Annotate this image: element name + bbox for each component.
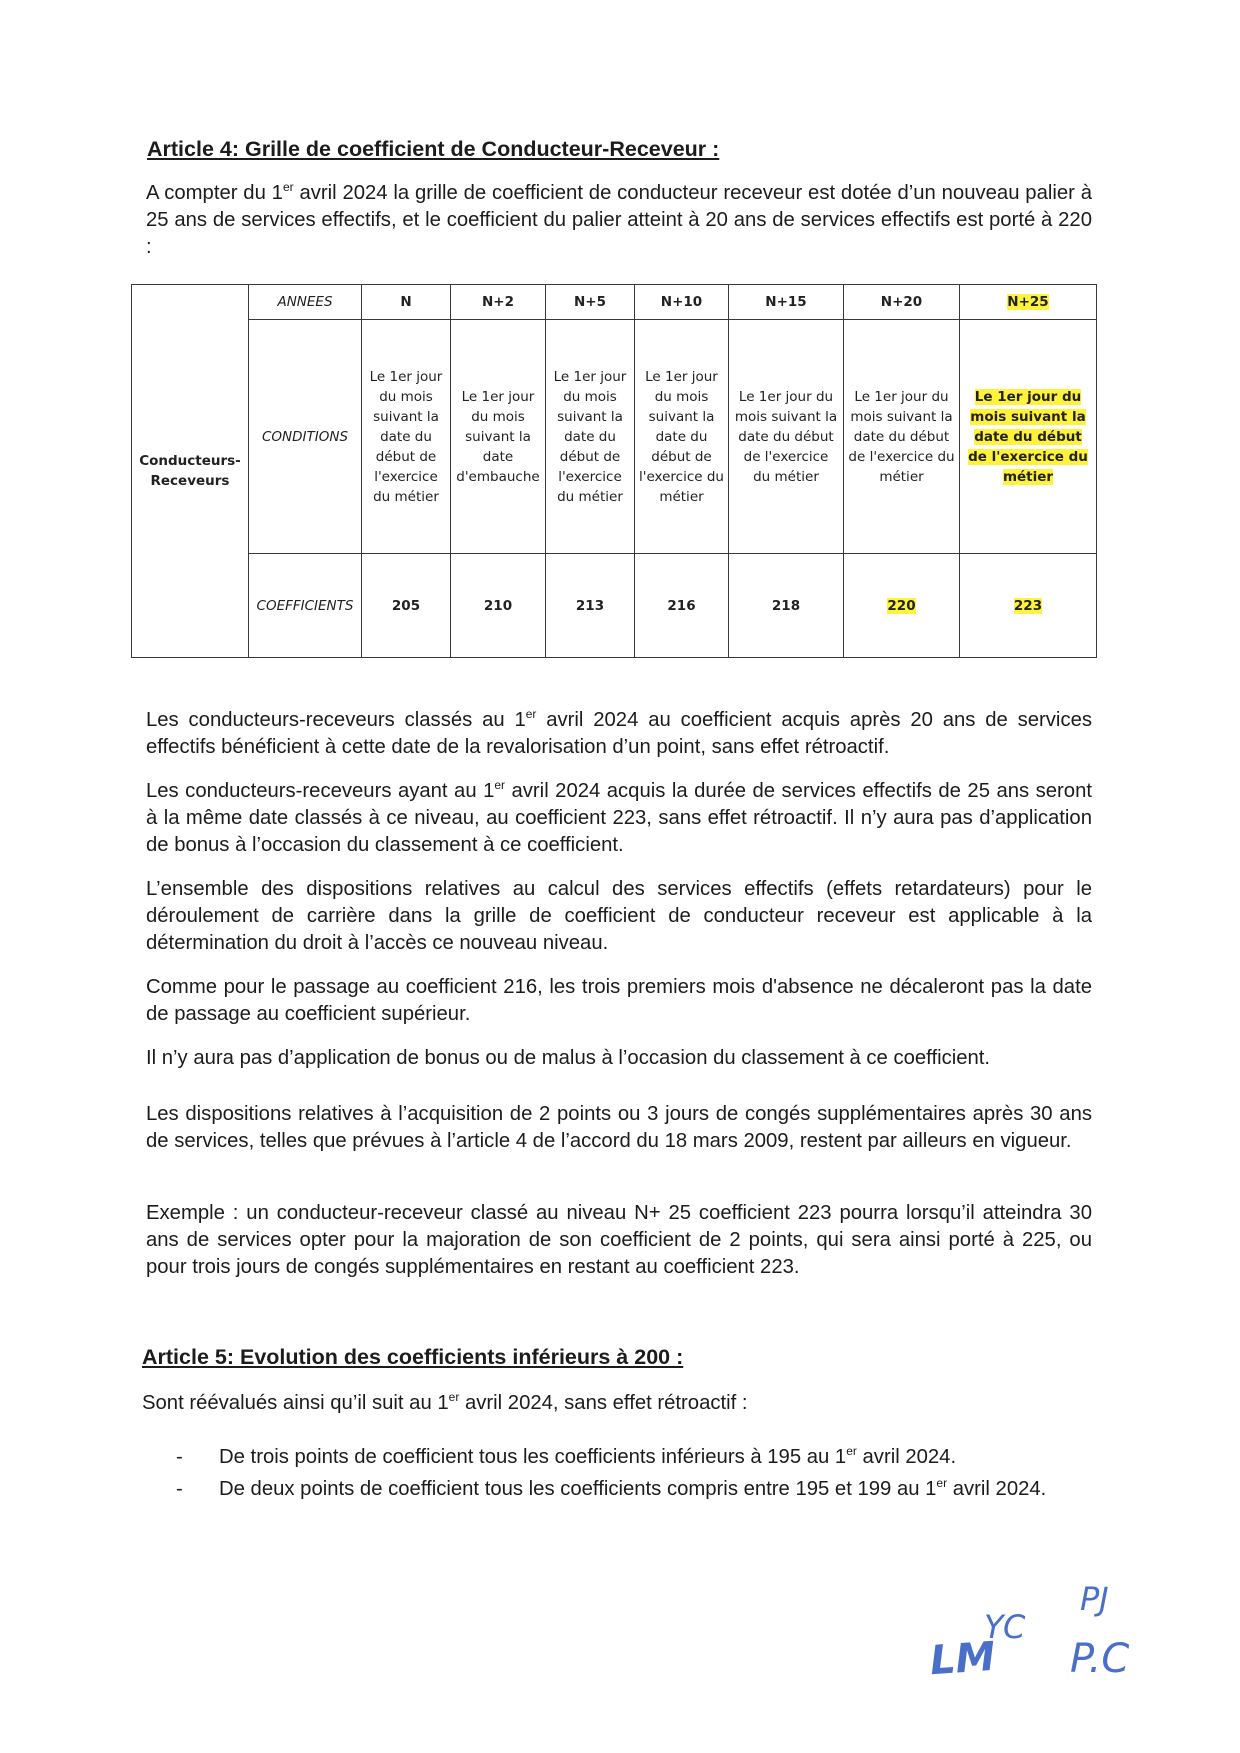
coefficient-cell: 213: [546, 554, 635, 658]
annee-cell: N+2: [451, 285, 546, 320]
initials-pc: P.C: [1070, 1636, 1130, 1682]
coefficient-cell: 210: [451, 554, 546, 658]
table-row-coefficients: [132, 554, 1097, 658]
paragraph-classement-25-ans: Les conducteurs-receveurs ayant au 1er avril 2024 acquis la durée de services effectifs de 25 ans seront à la même date classés à ce niveau, au coefficient 223, sans effet rétroactif. Il n’y aura pas d’application de bonus à l’occasion du classement à ce coefficient.: [146, 778, 1092, 856]
condition-cell: Le 1er jour du mois suivant la date d'embauche: [451, 320, 546, 554]
coefficient-cell: [844, 554, 960, 658]
condition-cell: Le 1er jour du mois suivant la date du début de l'exercice du métier: [635, 320, 729, 554]
coefficient-cell: 216: [635, 554, 729, 658]
paragraph-exemple: Exemple : un conducteur-receveur classé au niveau N+ 25 coefficient 223 pourra lorsqu’il atteindra 30 ans de services opter pour la majoration de son coefficient de 2 points, qui sera ainsi porté à 225, ou pour trois jours de congés supplémentaires en restant au coefficient 223.: [146, 1202, 1092, 1278]
highlighted-coefficient: 223: [1013, 597, 1043, 614]
bullet-text: De trois points de coefficient tous les coefficients inférieurs à 195 au 1er avril 2024.: [219, 1444, 957, 1468]
condition-cell: Le 1er jour du mois suivant la date du début de l'exercice du métier: [362, 320, 451, 554]
coefficient-cell: 205: [362, 554, 451, 658]
article-4-title: Article 4: Grille de coefficient de Conducteur-Receveur :: [147, 137, 720, 161]
coefficient-cell: [960, 554, 1097, 658]
condition-cell: Le 1er jour du mois suivant la date du début de l'exercice du métier: [729, 320, 844, 554]
initials-pj: PJ: [1080, 1580, 1109, 1618]
article-5-intro: Sont réévalués ainsi qu’il suit au 1er avril 2024, sans effet rétroactif :: [142, 1390, 748, 1414]
bullet-item: [176, 1476, 1066, 1503]
annee-cell: N+5: [546, 285, 635, 320]
coefficient-grid-table: [131, 284, 1097, 658]
annee-cell: N+20: [844, 285, 960, 320]
initials-lm: LM: [928, 1633, 997, 1685]
paragraph-revalorisation: Les conducteurs-receveurs classés au 1er avril 2024 au coefficient acquis après 20 ans de services effectifs bénéficient à cette date de la revalorisation d’un point, sans effet rétroactif.: [146, 707, 1093, 758]
condition-cell: Le 1er jour du mois suivant la date du début de l'exercice du métier: [844, 320, 960, 554]
table-row-conditions: [132, 320, 1097, 554]
annee-cell: N: [362, 285, 451, 320]
annee-cell: N+15: [729, 285, 844, 320]
annee-cell: N+10: [635, 285, 729, 320]
highlighted-coefficient: 220: [887, 597, 916, 614]
bullet-dash: -: [176, 1446, 183, 1468]
condition-cell: Le 1er jour du mois suivant la date du début de l'exercice du métier: [546, 320, 635, 554]
paragraph-services-effectifs: L’ensemble des dispositions relatives au calcul des services effectifs (effets retardateurs) pour le déroulement de carrière dans la grille de coefficient de conducteur receveur est applicable à la détermination du droit à l’accès ce nouveau niveau.: [146, 878, 1092, 954]
highlighted-annee: N+25: [1007, 294, 1049, 311]
paragraph-bonus-malus: Il n’y aura pas d’application de bonus ou de malus à l’occasion du classement à ce coefficient.: [146, 1047, 991, 1069]
bullet-text: De deux points de coefficient tous les coefficients compris entre 195 et 199 au 1er avril 2024.: [219, 1476, 1047, 1500]
article-5-title: Article 5: Evolution des coefficients inférieurs à 200 :: [142, 1345, 684, 1369]
article-4-intro: A compter du 1er avril 2024 la grille de coefficient de conducteur receveur est dotée d’un nouveau palier à 25 ans de services effectifs, et le coefficient du palier atteint à 20 ans de services effectifs est porté à 220 :: [146, 180, 1092, 258]
bullet-dash: -: [176, 1478, 183, 1500]
row-label-conditions: CONDITIONS: [249, 320, 362, 554]
row-label-coefficients: COEFFICIENTS: [249, 554, 362, 658]
paragraph-passage-216: Comme pour le passage au coefficient 216, les trois premiers mois d'absence ne décaleront pas la date de passage au coefficient supérieur.: [146, 976, 1092, 1025]
table-row-annees: [132, 285, 1097, 320]
bullet-item: [176, 1444, 1066, 1471]
annee-cell: [960, 285, 1097, 320]
paragraph-30-ans: Les dispositions relatives à l’acquisition de 2 points ou 3 jours de congés supplémentaires après 30 ans de services, telles que prévues à l’article 4 de l’accord du 18 mars 2009, restent par ailleurs en vigueur.: [146, 1103, 1092, 1152]
row-label-annees: ANNEES: [249, 285, 362, 320]
group-label-cell: Conducteurs-Receveurs: [132, 285, 249, 658]
coefficient-cell: 218: [729, 554, 844, 658]
initials-yc: YC: [984, 1608, 1026, 1646]
highlighted-condition: Le 1er jour du mois suivant la date du début de l'exercice du métier: [968, 388, 1088, 485]
condition-cell: [960, 320, 1097, 554]
